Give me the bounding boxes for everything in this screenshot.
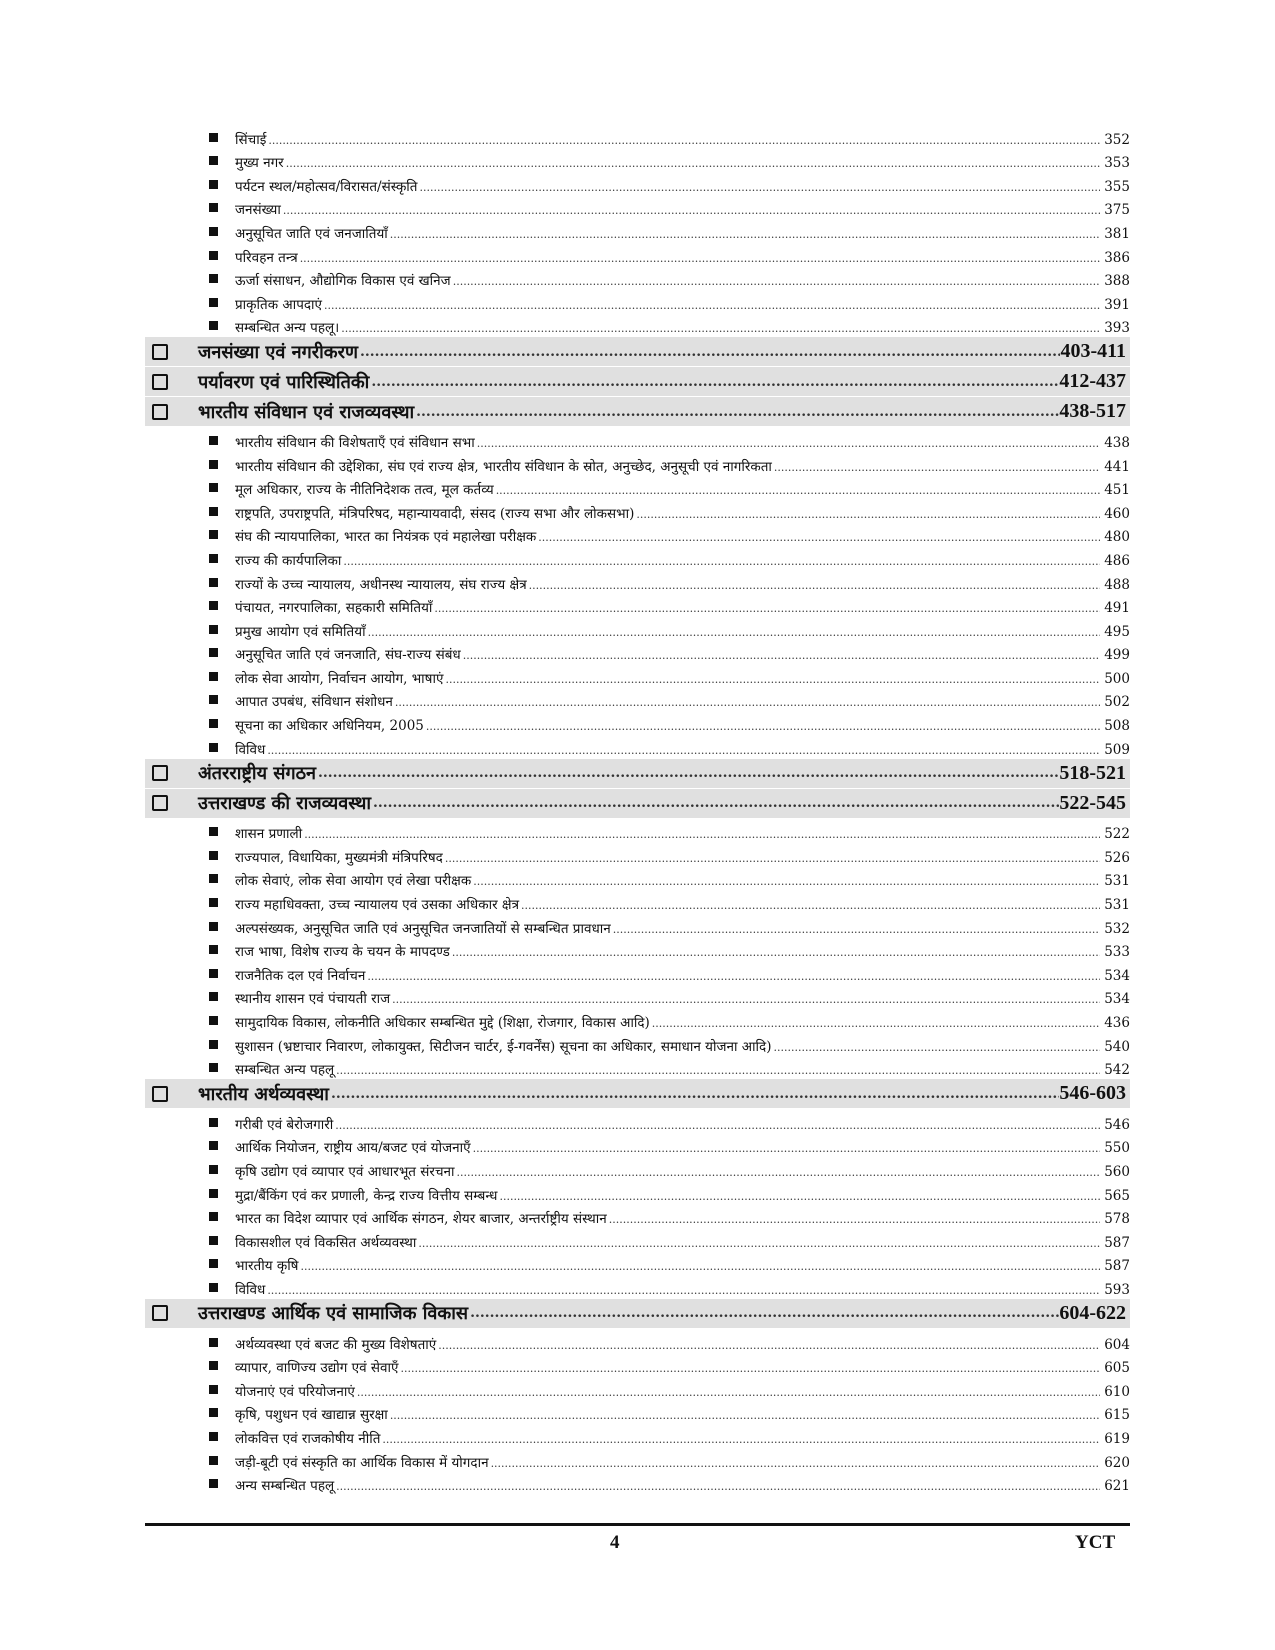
toc-title: सुशासन (भ्रष्टाचार निवारण, लोकायुक्त, सिटीजन चार्टर, ई-गवर्नेंस) सूचना का अधिकार, समाधान योजना आदि)	[235, 1038, 772, 1055]
dot-leader	[772, 459, 1100, 475]
toc-entry	[145, 124, 1130, 148]
dot-leader	[471, 1140, 1100, 1156]
square-bullet-icon	[209, 530, 218, 539]
page-number: 4	[610, 1532, 620, 1553]
dot-leader	[443, 850, 1100, 866]
checkbox-square-icon	[152, 765, 168, 781]
toc-title: सूचना का अधिकार अधिनियम, 2005	[235, 718, 424, 735]
toc-entry	[145, 593, 1130, 617]
toc-title: स्थानीय शासन एवं पंचायती राज	[235, 991, 391, 1008]
square-bullet-icon	[209, 298, 218, 307]
toc-title: आपात उपबंध, संविधान संशोधन	[235, 694, 393, 711]
dot-leader	[414, 402, 1059, 422]
toc-entry	[145, 960, 1130, 984]
square-bullet-icon	[209, 321, 218, 330]
square-bullet-icon	[209, 507, 218, 516]
toc-title: भारत का विदेश व्यापार एवं आर्थिक संगठन, शेयर बाजार, अन्तर्राष्ट्रीय संस्थान	[235, 1211, 607, 1228]
toc-page-number: 615	[1104, 1407, 1130, 1424]
dot-leader	[358, 342, 1060, 362]
dot-leader	[371, 793, 1059, 813]
checkbox-square-icon	[152, 1086, 168, 1102]
checkbox-square-icon	[152, 795, 168, 811]
toc-page-number: 593	[1104, 1281, 1130, 1298]
dot-leader	[322, 297, 1100, 313]
dot-leader	[527, 577, 1100, 593]
toc-title: परिवहन तन्त्र	[235, 249, 298, 266]
dot-leader	[316, 763, 1059, 783]
toc-section-heading	[145, 397, 1130, 426]
toc-entry	[145, 889, 1130, 913]
toc-title: पंचायत, नगरपालिका, सहकारी समितियाँ	[235, 600, 433, 617]
dot-leader	[302, 826, 1100, 842]
toc-page-number: 546-603	[1059, 1082, 1126, 1105]
toc-page-number: 604-622	[1059, 1301, 1126, 1324]
checkbox-square-icon	[152, 374, 168, 390]
toc-entry	[145, 289, 1130, 313]
toc-title: मुद्रा/बैंकिंग एवं कर प्रणाली, केन्द्र राज्य वित्तीय सम्बन्ध	[235, 1187, 498, 1204]
toc-page-number: 518-521	[1059, 761, 1126, 784]
toc-title: सम्बन्धित अन्य पहलू।	[235, 320, 340, 337]
toc-page-number: 565	[1104, 1187, 1130, 1204]
toc-page-number: 412-437	[1059, 370, 1126, 393]
dot-leader	[398, 1360, 1100, 1376]
toc-page-number: 578	[1104, 1211, 1130, 1228]
square-bullet-icon	[209, 992, 218, 1001]
toc-entry	[145, 1251, 1130, 1275]
toc-title: जनसंख्या एवं नगरीकरण	[198, 341, 358, 363]
toc-page-number: 620	[1104, 1454, 1130, 1471]
dot-leader	[380, 1431, 1100, 1447]
dot-leader	[339, 320, 1100, 336]
toc-title: राजनैतिक दल एवं निर्वाचन	[235, 967, 366, 984]
square-bullet-icon	[209, 1456, 218, 1465]
toc-page-number: 386	[1104, 249, 1130, 266]
toc-title: भारतीय संविधान की उद्देशिका, संघ एवं राज्य क्षेत्र, भारतीय संविधान के स्रोत, अनुच्छेद, अनुसूची एवं नागरिकता	[235, 458, 772, 475]
toc-title: गरीबी एवं बेरोजगारी	[235, 1116, 334, 1133]
dot-leader	[416, 1235, 1100, 1251]
toc-page-number: 534	[1104, 967, 1130, 984]
square-bullet-icon	[209, 1236, 218, 1245]
square-bullet-icon	[209, 1040, 218, 1049]
square-bullet-icon	[209, 1063, 218, 1072]
toc-page-number: 393	[1104, 320, 1130, 337]
toc-entry	[145, 218, 1130, 242]
toc-page-number: 381	[1104, 225, 1130, 242]
toc-page-number: 587	[1104, 1258, 1130, 1275]
toc-title: आर्थिक नियोजन, राष्ट्रीय आय/बजट एवं योजनाएँ	[235, 1140, 471, 1157]
square-bullet-icon	[209, 180, 218, 189]
square-bullet-icon	[209, 1361, 218, 1370]
square-bullet-icon	[209, 874, 218, 883]
dot-leader	[265, 1282, 1100, 1298]
toc-title: भारतीय कृषि	[235, 1258, 299, 1275]
toc-title: अनुसूचित जाति एवं जनजातियाँ	[235, 225, 388, 242]
toc-entry	[145, 171, 1130, 195]
toc-entry	[145, 687, 1130, 711]
toc-title: पर्यावरण एवं पारिस्थितिकी	[198, 371, 370, 393]
toc-section-heading	[145, 337, 1130, 366]
toc-title: राज्यपाल, विधायिका, मुख्यमंत्री मंत्रिपरिषद	[235, 849, 443, 866]
toc-entry	[145, 663, 1130, 687]
toc-title: मुख्य नगर	[235, 155, 284, 172]
toc-title: पर्यटन स्थल/महोत्सव/विरासत/संस्कृति	[235, 178, 418, 195]
square-bullet-icon	[209, 436, 218, 445]
dot-leader	[366, 624, 1100, 640]
toc-entry	[145, 522, 1130, 546]
square-bullet-icon	[209, 601, 218, 610]
square-bullet-icon	[209, 1118, 218, 1127]
table-of-contents	[145, 124, 1130, 1494]
dot-leader	[607, 1211, 1100, 1227]
toc-page-number: 534	[1104, 991, 1130, 1008]
dot-leader	[333, 1117, 1100, 1133]
dot-leader	[265, 742, 1100, 758]
toc-page-number: 460	[1104, 505, 1130, 522]
dot-leader	[450, 944, 1100, 960]
dot-leader	[436, 1337, 1100, 1353]
toc-title: अनुसूचित जाति एवं जनजाति, संघ-राज्य संबंध	[235, 647, 461, 664]
dot-leader	[451, 273, 1100, 289]
toc-entry	[145, 1007, 1130, 1031]
square-bullet-icon	[209, 1283, 218, 1292]
toc-page-number: 532	[1104, 920, 1130, 937]
toc-entry	[145, 1353, 1130, 1377]
square-bullet-icon	[209, 251, 218, 260]
toc-title: राज्यों के उच्च न्यायालय, अधीनस्थ न्यायालय, संघ राज्य क्षेत्र	[235, 576, 527, 593]
toc-title: प्राकृतिक आपदाएं	[235, 296, 322, 313]
toc-page-number: 495	[1104, 623, 1130, 640]
toc-title: भारतीय संविधान की विशेषताएँ एवं संविधान सभा	[235, 434, 475, 451]
checkbox-square-icon	[152, 404, 168, 420]
square-bullet-icon	[209, 274, 218, 283]
dot-leader	[475, 435, 1100, 451]
toc-entry	[145, 266, 1130, 290]
toc-entry	[145, 819, 1130, 843]
square-bullet-icon	[209, 922, 218, 931]
square-bullet-icon	[209, 625, 218, 634]
toc-entry	[145, 984, 1130, 1008]
toc-page-number: 488	[1104, 576, 1130, 593]
dot-leader	[341, 553, 1100, 569]
dot-leader	[266, 132, 1100, 148]
toc-page-number: 619	[1104, 1430, 1130, 1447]
toc-title: कृषि उद्योग एवं व्यापार एवं आधारभूत संरचना	[235, 1163, 455, 1180]
square-bullet-icon	[209, 460, 218, 469]
toc-page-number: 508	[1104, 718, 1130, 735]
dot-leader	[388, 1407, 1100, 1423]
toc-title: कृषि, पशुधन एवं खाद्यान्न सुरक्षा	[235, 1407, 388, 1424]
square-bullet-icon	[209, 483, 218, 492]
toc-page-number: 610	[1104, 1383, 1130, 1400]
toc-entry	[145, 498, 1130, 522]
dot-leader	[298, 250, 1100, 266]
square-bullet-icon	[209, 1408, 218, 1417]
toc-title: विविध	[235, 741, 266, 758]
dot-leader	[334, 1478, 1100, 1494]
toc-entry	[145, 710, 1130, 734]
dot-leader	[519, 897, 1100, 913]
toc-title: उत्तराखण्ड की राजव्यवस्था	[198, 793, 372, 815]
toc-page-number: 388	[1104, 273, 1130, 290]
square-bullet-icon	[209, 672, 218, 681]
toc-page-number: 587	[1104, 1234, 1130, 1251]
toc-page-number: 391	[1104, 296, 1130, 313]
toc-section-heading	[145, 1299, 1130, 1328]
dot-leader	[536, 529, 1100, 545]
square-bullet-icon	[209, 1212, 218, 1221]
toc-title: अर्थव्यवस्था एवं बजट की मुख्य विशेषताएं	[235, 1336, 437, 1353]
toc-page-number: 604	[1104, 1336, 1130, 1353]
toc-title: सम्बन्धित अन्य पहलू	[235, 1062, 335, 1079]
toc-title: शासन प्रणाली	[235, 826, 303, 843]
dot-leader	[443, 671, 1100, 687]
toc-title: लोकवित्त एवं राजकोषीय नीति	[235, 1430, 381, 1447]
dot-leader	[468, 1303, 1059, 1323]
toc-entry	[145, 1204, 1130, 1228]
dot-leader	[334, 1062, 1100, 1078]
square-bullet-icon	[209, 1259, 218, 1268]
dot-leader	[365, 968, 1100, 984]
toc-entry	[145, 1471, 1130, 1495]
dot-leader	[461, 647, 1100, 663]
square-bullet-icon	[209, 1479, 218, 1488]
toc-title: राज्य की कार्यपालिका	[235, 552, 342, 569]
square-bullet-icon	[209, 898, 218, 907]
toc-entry	[145, 1156, 1130, 1180]
dot-leader	[497, 1188, 1100, 1204]
toc-page-number: 540	[1104, 1038, 1130, 1055]
toc-title: मूल अधिकार, राज्य के नीतिनिदेशक तत्व, मूल कर्तव्य	[235, 482, 494, 499]
dot-leader	[284, 155, 1100, 171]
toc-section-heading	[145, 759, 1130, 788]
square-bullet-icon	[209, 1141, 218, 1150]
square-bullet-icon	[209, 578, 218, 587]
toc-page-number: 499	[1104, 647, 1130, 664]
toc-page-number: 560	[1104, 1163, 1130, 1180]
toc-entry	[145, 545, 1130, 569]
toc-title: लोक सेवाएं, लोक सेवा आयोग एवं लेखा परीक्षक	[235, 873, 472, 890]
square-bullet-icon	[209, 554, 218, 563]
dot-leader	[611, 921, 1100, 937]
toc-page-number: 403-411	[1060, 340, 1126, 363]
footer-rule	[145, 1523, 1130, 1526]
dot-leader	[455, 1164, 1101, 1180]
square-bullet-icon	[209, 156, 218, 165]
toc-page-number: 522-545	[1059, 791, 1126, 814]
toc-title: राष्ट्रपति, उपराष्ट्रपति, मंत्रिपरिषद, महान्यायवादी, संसद (राज्य सभा और लोकसभा)	[235, 505, 635, 522]
toc-page-number: 352	[1104, 131, 1130, 148]
toc-page-number: 550	[1104, 1140, 1130, 1157]
dot-leader	[369, 372, 1059, 392]
toc-entry	[145, 1329, 1130, 1353]
toc-title: राज भाषा, विशेष राज्य के चयन के मापदण्ड	[235, 944, 450, 961]
toc-entry	[145, 1447, 1130, 1471]
toc-page-number: 542	[1104, 1062, 1130, 1079]
toc-entry	[145, 148, 1130, 172]
toc-entry	[145, 1180, 1130, 1204]
dot-leader	[471, 873, 1100, 889]
toc-title: प्रमुख आयोग एवं समितियाँ	[235, 623, 366, 640]
toc-section-heading	[145, 367, 1130, 396]
toc-entry	[145, 1031, 1130, 1055]
square-bullet-icon	[209, 648, 218, 657]
toc-page-number: 522	[1104, 826, 1130, 843]
toc-title: जनसंख्या	[235, 202, 281, 219]
toc-page-number: 500	[1104, 670, 1130, 687]
toc-entry	[145, 1376, 1130, 1400]
dot-leader	[432, 600, 1100, 616]
toc-title: राज्य महाधिवक्ता, उच्च न्यायालय एवं उसका अधिकार क्षेत्र	[235, 897, 520, 914]
square-bullet-icon	[209, 827, 218, 836]
toc-title: योजनाएं एवं परियोजनाएं	[235, 1383, 355, 1400]
checkbox-square-icon	[152, 344, 168, 360]
checkbox-square-icon	[152, 1305, 168, 1321]
toc-title: उत्तराखण्ड आर्थिक एवं सामाजिक विकास	[198, 1303, 469, 1325]
dot-leader	[424, 718, 1100, 734]
toc-page-number: 486	[1104, 552, 1130, 569]
toc-entry	[145, 242, 1130, 266]
dot-leader	[329, 1084, 1059, 1104]
toc-entry	[145, 1423, 1130, 1447]
square-bullet-icon	[209, 1189, 218, 1198]
toc-page-number: 531	[1104, 873, 1130, 890]
toc-page-number: 438	[1104, 434, 1130, 451]
toc-entry	[145, 734, 1130, 758]
square-bullet-icon	[209, 945, 218, 954]
toc-page-number: 441	[1104, 458, 1130, 475]
toc-page-number: 533	[1104, 944, 1130, 961]
toc-entry	[145, 451, 1130, 475]
dot-leader	[355, 1384, 1100, 1400]
toc-section-heading	[145, 1079, 1130, 1108]
toc-title: अल्पसंख्यक, अनुसूचित जाति एवं अनुसूचित जनजातियों से सम्बन्धित प्रावधान	[235, 920, 611, 937]
square-bullet-icon	[209, 133, 218, 142]
toc-title: अंतरराष्ट्रीय संगठन	[198, 763, 317, 785]
toc-entry	[145, 640, 1130, 664]
square-bullet-icon	[209, 1338, 218, 1347]
toc-entry	[145, 616, 1130, 640]
square-bullet-icon	[209, 695, 218, 704]
square-bullet-icon	[209, 1016, 218, 1025]
dot-leader	[388, 226, 1100, 242]
toc-entry	[145, 569, 1130, 593]
toc-entry	[145, 842, 1130, 866]
dot-leader	[650, 1015, 1100, 1031]
toc-page-number: 502	[1104, 694, 1130, 711]
square-bullet-icon	[209, 203, 218, 212]
toc-entry	[145, 1133, 1130, 1157]
toc-entry	[145, 475, 1130, 499]
toc-title: भारतीय संविधान एवं राजव्यवस्था	[198, 401, 415, 423]
toc-title: लोक सेवा आयोग, निर्वाचन आयोग, भाषाएं	[235, 670, 444, 687]
toc-page-number: 531	[1104, 897, 1130, 914]
toc-entry	[145, 937, 1130, 961]
toc-title: अन्य सम्बन्धित पहलू	[235, 1478, 335, 1495]
toc-page-number: 526	[1104, 849, 1130, 866]
dot-leader	[494, 482, 1100, 498]
toc-entry	[145, 313, 1130, 337]
toc-title: ऊर्जा संसाधन, औद्योगिक विकास एवं खनिज	[235, 273, 451, 290]
toc-entry	[145, 1109, 1130, 1133]
toc-entry	[145, 1055, 1130, 1079]
toc-entry	[145, 866, 1130, 890]
toc-entry	[145, 1274, 1130, 1298]
dot-leader	[299, 1258, 1101, 1274]
dot-leader	[634, 506, 1100, 522]
toc-entry	[145, 1400, 1130, 1424]
square-bullet-icon	[209, 1432, 218, 1441]
dot-leader	[390, 991, 1100, 1007]
toc-page-number: 353	[1104, 155, 1130, 172]
toc-title: सिंचाई	[235, 131, 267, 148]
toc-entry	[145, 913, 1130, 937]
toc-title: विकासशील एवं विकसित अर्थव्यवस्था	[235, 1234, 417, 1251]
square-bullet-icon	[209, 1385, 218, 1394]
dot-leader	[418, 179, 1100, 195]
dot-leader	[281, 202, 1100, 218]
toc-page-number: 546	[1104, 1116, 1130, 1133]
toc-page-number: 451	[1104, 482, 1130, 499]
toc-title: जड़ी-बूटी एवं संस्कृति का आर्थिक विकास में योगदान	[235, 1454, 489, 1471]
square-bullet-icon	[209, 1165, 218, 1174]
square-bullet-icon	[209, 227, 218, 236]
toc-title: सामुदायिक विकास, लोकनीति अधिकार सम्बन्धित मुद्दे (शिक्षा, रोजगार, विकास आदि)	[235, 1015, 650, 1031]
toc-title: विविध	[235, 1281, 266, 1298]
dot-leader	[489, 1455, 1100, 1471]
toc-entry	[145, 427, 1130, 451]
publisher-brand: YCT	[1075, 1532, 1116, 1553]
toc-title: संघ की न्यायपालिका, भारत का नियंत्रक एवं महालेखा परीक्षक	[235, 529, 537, 546]
toc-page-number: 605	[1104, 1360, 1130, 1377]
toc-title: व्यापार, वाणिज्य उद्योग एवं सेवाएँ	[235, 1360, 399, 1377]
toc-page-number: 355	[1104, 178, 1130, 195]
toc-page-number: 491	[1104, 600, 1130, 617]
toc-section-heading	[145, 789, 1130, 818]
toc-page-number: 509	[1104, 741, 1130, 758]
toc-entry	[145, 195, 1130, 219]
square-bullet-icon	[209, 743, 218, 752]
toc-entry	[145, 1227, 1130, 1251]
toc-page-number: 480	[1104, 529, 1130, 546]
toc-page-number: 375	[1104, 202, 1130, 219]
dot-leader	[771, 1039, 1100, 1055]
dot-leader	[393, 694, 1100, 710]
toc-title: भारतीय अर्थव्यवस्था	[198, 1083, 329, 1105]
square-bullet-icon	[209, 969, 218, 978]
square-bullet-icon	[209, 851, 218, 860]
toc-page-number: 438-517	[1059, 400, 1126, 423]
toc-page-number: 436	[1104, 1015, 1130, 1031]
square-bullet-icon	[209, 719, 218, 728]
toc-page-number: 621	[1104, 1478, 1130, 1495]
